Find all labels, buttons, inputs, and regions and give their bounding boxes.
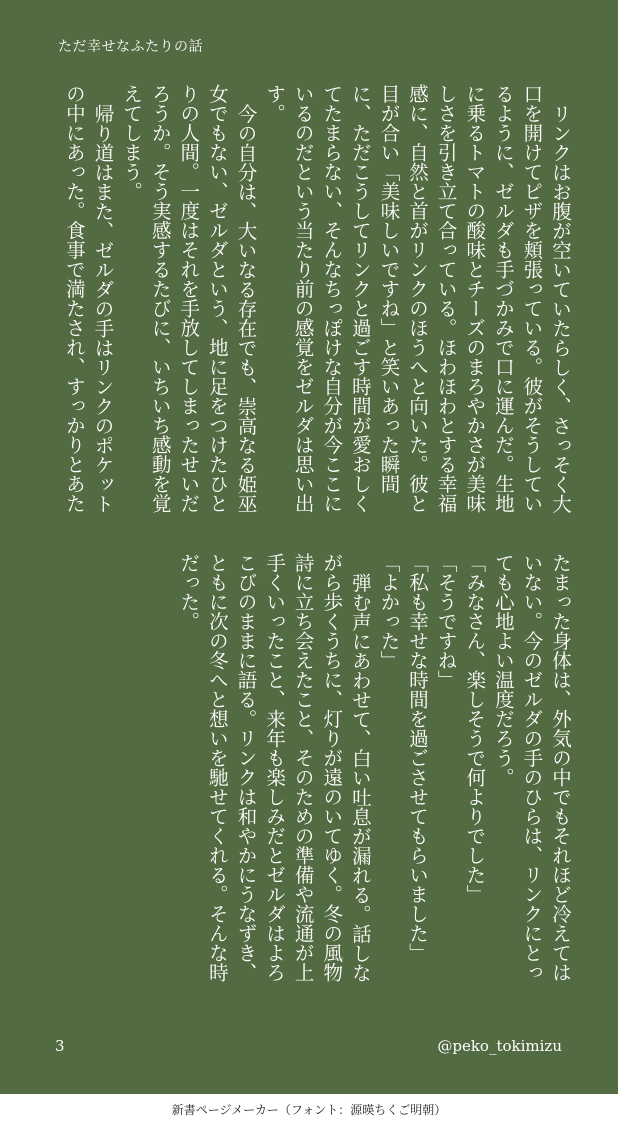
vertical-text-body xyxy=(44,84,574,996)
paragraph: リンクはお腹が空いていたらしく、さっそく大口を開けてピザを頬張っている。彼がそうしているように、ゼルダも手づかみで口に運んだ。生地に乗るトマトの酸味とチーズのまろやかさが美味しさを引き立て合っている。ほわほわとする幸福感に、自然と首がリンクのほうへと向いた。彼と目が合い「美味しいですね」と笑いあった瞬間に、ただこうしてリンクと過ごす時間が愛おしくてたまらない、そんなちっぽけな自分が今ここにいるのだという当たり前の感覚をゼルダは思い出す。 xyxy=(263,84,572,513)
author-handle: @peko_tokimizu xyxy=(437,1037,562,1055)
dialogue-line: 「私も幸せな時間を過ごさせてもらいました」 xyxy=(406,553,430,963)
dialogue-line: 「よかった」 xyxy=(377,553,401,670)
paragraph: 帰り道はまた、ゼルダの手はリンクのポケットの中にあった。食事で満たされ、すっかりとあたたまった身体は、外気の中でもそれほど冷えてはいない。今のゼルダの手のひらは、リンクにとっても心地よい温度だろう。 xyxy=(62,84,572,982)
generator-credit: 新書ページメーカー（フォント：源暎ちくご明朝） xyxy=(171,1103,447,1117)
dialogue-line: 「そうですね」 xyxy=(434,553,458,690)
running-title: ただ幸せなふたりの話 xyxy=(58,39,203,55)
dialogue-line: 「みなさん、楽しそうで何よりでした」 xyxy=(463,553,487,904)
paragraph: 弾む声にあわせて、白い吐息が漏れる。話しながら歩くうちに、灯りが遠のいてゆく。冬の風物詩に立ち会えたこと、そのための準備や流通が上手くいったこと、来年も楽しみだとゼルダはよろこびのままに語る。リンクは和やかにうなずき、ともに次の冬へと想いを馳せてくれる。そんな時だった。 xyxy=(177,553,372,982)
page-number: 3 xyxy=(55,1037,65,1055)
paragraph: 今の自分は、大いなる存在でも、崇高なる姫巫女でもない、ゼルダという、地に足をつけたひとりの人間。一度はそれを手放してしまったせいだろうか。そう実感するたびに、いちいち感動を覚えてしまう。 xyxy=(120,84,258,513)
